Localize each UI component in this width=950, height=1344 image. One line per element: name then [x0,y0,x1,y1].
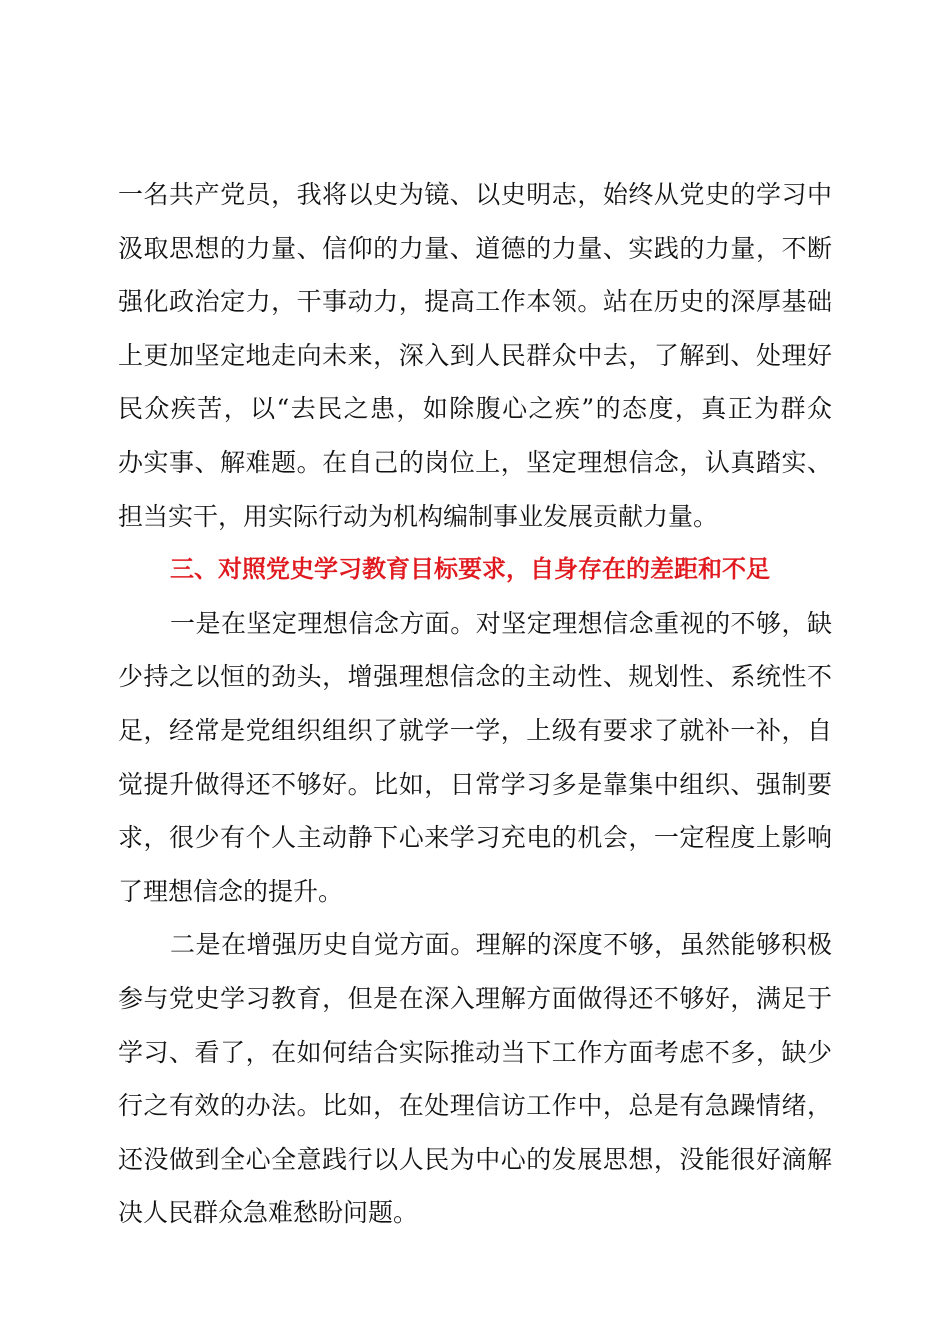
text-line: 一是在坚定理想信念方面。对坚定理想信念重视的不够，缺 [170,608,832,638]
text-line: 强化政治定力，干事动力，提高工作本领。站在历史的深厚基础 [118,287,832,317]
text-line: 一名共产党员，我将以史为镜、以史明志，始终从党史的学习中 [118,180,832,209]
text-line: 行之有效的办法。比如，在处理信访工作中，总是有急躁情绪， [118,1091,832,1121]
text-line: 二是在增强历史自觉方面。理解的深度不够，虽然能够积极 [170,930,832,960]
paragraph-3 [118,918,832,1240]
paragraph-1 [118,168,832,543]
text-line: 上更加坚定地走向未来，深入到人民群众中去，了解到、处理好 [118,340,832,370]
text-line: 足，经常是党组织组织了就学一学，上级有要求了就补一补，自 [118,715,832,745]
text-line: 担当实干，用实际行动为机构编制事业发展贡献力量。 [118,501,719,531]
paragraph-2 [118,597,832,919]
section-heading: 三、对照党史学习教育目标要求，自身存在的差距和不足 [170,555,770,584]
text-line: 决人民群众急难愁盼问题。 [118,1198,419,1228]
text-line: 觉提升做得还不够好。比如，日常学习多是靠集中组织、强制要 [118,769,832,799]
text-line: 还没做到全心全意践行以人民为中心的发展思想，没能很好滴解 [118,1144,832,1174]
text-line: 求，很少有个人主动静下心来学习充电的机会，一定程度上影响 [118,823,832,853]
text-line: 汲取思想的力量、信仰的力量、道德的力量、实践的力量，不断 [118,233,832,263]
text-line: 参与党史学习教育，但是在深入理解方面做得还不够好，满足于 [118,983,832,1013]
text-line: 民众疾苦，以“去民之患，如除腹心之疾”的态度，真正为群众 [118,394,832,424]
text-line: 学习、看了，在如何结合实际推动当下工作方面考虑不多，缺少 [118,1037,832,1067]
text-line: 少持之以恒的劲头，增强理想信念的主动性、规划性、系统性不 [118,662,832,692]
document-page [118,168,832,1240]
text-line: 办实事、解难题。在自己的岗位上，坚定理想信念，认真踏实、 [118,447,832,477]
text-line: 了理想信念的提升。 [118,876,344,906]
